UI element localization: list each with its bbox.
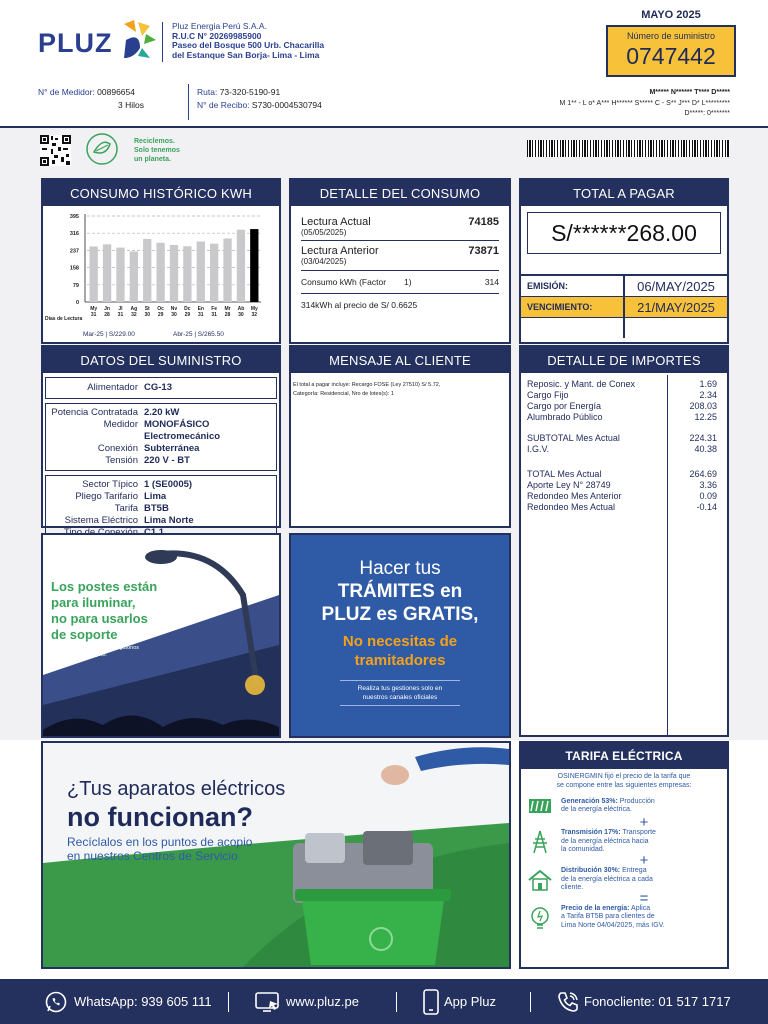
distribution-title: Distribución 30%: [561,867,621,874]
logo-sun-icon [120,18,158,62]
charge-amount: 2.34 [699,390,717,400]
chart-ytick-label: 158 [69,265,79,272]
supply-item-key: Medidor [103,419,138,430]
supply-title: DATOS DEL SUMINISTRO [43,347,279,373]
ad-posts-line-4: de soporte [51,627,118,642]
chart-category-label: My [90,306,98,312]
reading-divider-2 [301,270,499,271]
route-value: 73-320-5190-91 [219,87,281,97]
chart-bar [103,244,111,302]
charge-amount: 40.38 [694,444,717,454]
chart-ytick-label: 316 [69,231,79,238]
footer-divider-1 [228,992,229,1012]
billing-month: MAYO 2025 [641,9,701,21]
energy-price-title: Precio de la energía: [561,904,630,912]
detail-title: DETALLE DEL CONSUMO [291,180,509,206]
logo-text: PLUZ [38,28,113,58]
charge-amount: 264.69 [689,469,717,479]
supply-item-value: 2.20 kW [144,407,180,418]
chart-category-label: Ag [130,306,138,312]
charge-label: SUBTOTAL Mes Actual [527,433,620,443]
whatsapp-text: WhatsApp: 939 605 111 [74,994,212,1009]
chart-days-label: 28 [224,312,231,318]
chart-days-label: 31 [211,312,217,318]
supply-item-value: 1 (SE0005) [144,479,193,490]
chart-category-label: Mr [224,306,231,312]
customer-name: M***** N****** T**** D***** [649,89,730,96]
chart-days-label: 32 [131,312,137,318]
ad-recycle-text [67,777,285,863]
footer-app[interactable] [422,989,496,1015]
chart-ytick-label: 0 [75,300,79,306]
receipt-label: N° de Recibo: [197,100,250,110]
charge-amount: -0.14 [696,502,717,512]
supply-group-1 [45,377,277,399]
supply-item-row [46,455,276,467]
chart-days-label: 30 [171,312,177,318]
charge-row [527,401,717,412]
supply-item-row [46,382,276,394]
total-amount: S/******268.00 [527,212,721,254]
supply-item-value: Lima [144,491,167,502]
footer-web[interactable] [254,990,359,1014]
reading-divider-3 [301,293,499,294]
ad-tramites-note-1: Realiza tus gestiones solo en [357,685,443,692]
charge-label: TOTAL Mes Actual [527,469,602,479]
chart-bar [90,246,98,302]
chart-bar [250,229,258,302]
supply-item-key [46,431,144,443]
ad-tramites-line-1: Hacer tus [359,558,441,579]
charges-panel [519,345,729,737]
web-icon [254,990,282,1014]
message-line-1: El total a pagar incluye: Recargo FOSE (Ley 27510) S/ 5.72, [293,382,441,388]
due-label: VENCIMIENTO: [521,297,625,317]
supply-item-value: Electromecánico [144,431,221,442]
chart-bar [197,241,205,302]
charge-row [527,444,717,455]
price-text: 314kWh al precio de S/ 0.6625 [301,300,418,310]
supply-item-value: CG-13 [144,382,172,393]
supply-panel [41,345,281,528]
footer-bar [0,979,768,1024]
transmission-tower-icon [527,829,553,855]
chart-category-label: Jn [104,306,110,312]
transmission-text-3: la comunidad. [561,846,605,854]
company-name: Pluz Energia Perú S.A.A. [172,21,267,31]
recycle-line-3: un planeta. [134,156,171,163]
supply-item-key: Sector Típico [82,479,138,490]
transmission-title: Transmisión 17%: [561,829,621,837]
total-gap [521,254,727,276]
chart-bar [183,246,191,302]
chart-days-label: 29 [157,312,164,318]
logo [38,18,158,62]
chart-bar [143,239,151,302]
meter-value: 00896654 [97,87,135,97]
company-ruc: R.U.C N° 20269985900 [172,30,262,41]
ad-recycle-line-2: no funcionan? [67,802,253,832]
ad-recycle-line-1: ¿Tus aparatos eléctricos [67,778,286,800]
tariff-intro-1: OSINERGMIN fijó el precio de la tarifa que [557,773,691,780]
qr-code-icon [40,135,71,166]
footer-divider-3 [530,992,531,1012]
chart-bar [116,248,124,302]
recycle-line-1: Reciclemos. [134,138,175,145]
chart-days-label: 28 [104,312,110,318]
company-address-1: Paseo del Bosque 500 Urb. Chacarilla [172,40,325,50]
previous-reading-label: Lectura Anterior [301,245,379,257]
plus-1: + [639,814,649,831]
generation-icon [527,795,553,817]
chart-category-label: Dc [184,306,191,312]
supply-item-row [46,419,276,431]
generation-text-1: Producción [619,797,655,805]
charge-row [527,480,717,491]
charge-amount: 224.31 [689,433,717,443]
company-address-2: del Estanque San Borja- Lima - Lima [172,49,320,60]
customer-address-2: D*****: 0******* [684,110,730,117]
ad-tramites-banner [289,533,511,738]
supply-number: 0747442 [626,43,716,69]
customer-address-1: M 1** - L o* A*** H****** S***** C - S** J*** D* L********* [559,99,730,107]
chart-bar [237,230,245,302]
supply-item-row [46,479,276,491]
current-reading-value: 74185 [468,216,499,228]
supply-item-key: Tensión [105,455,138,466]
ad-tramites-line-5: tramitadores [354,652,446,669]
supply-item-value: 220 V - BT [144,455,190,466]
supply-group-2 [45,403,277,471]
supply-number-box [606,25,736,77]
wires-value: 3 Hilos [118,100,144,110]
current-reading-label: Lectura Actual [301,216,371,228]
meter-label: N° de Medidor: [38,87,95,97]
emission-label: EMISIÓN: [521,276,625,296]
history-title: CONSUMO HISTÓRICO KWH [43,180,279,206]
footer-whatsapp[interactable] [44,990,212,1014]
charge-amount: 0.09 [699,491,717,501]
history-footer-right: Abr-25 | S/265.50 [173,331,224,338]
supply-item-key: Alimentador [87,382,138,393]
chart-days-label: 31 [117,312,124,318]
ad-posts-text [51,579,157,659]
distribution-text-3: cliente. [561,884,584,891]
previous-reading-value: 73871 [468,245,499,257]
charge-row [527,502,717,513]
ad-recycle-banner [41,741,511,969]
supply-item-row [46,443,276,455]
supply-item-row [46,515,276,527]
whatsapp-icon [44,990,68,1014]
due-date: 21/MAY/2025 [637,299,715,315]
supply-item-key: Potencia Contratada [51,407,138,418]
ad-tramites-line-4: No necesitas de [342,633,458,650]
supply-item-key: Tarifa [114,503,138,514]
charge-label: Aporte Ley N° 28749 [527,480,611,490]
web-text: www.pluz.pe [286,994,359,1009]
supply-item-row [46,407,276,419]
kwh-label: Consumo kWh (Factor [301,277,387,287]
energy-price-text-1: Aplica [631,904,651,912]
tariff-intro-2: se compone entre las siguientes empresas: [556,781,692,789]
supply-item-value: Lima Norte [144,515,194,526]
chart-bar [210,244,218,302]
recycle-message [134,137,180,164]
app-text: App Pluz [444,994,497,1009]
chart-ytick-label: 395 [69,214,79,220]
current-reading-date: (05/05/2025) [301,228,347,237]
charge-label: Redondeo Mes Actual [527,502,616,512]
chart-category-label: Oc [157,306,164,312]
charge-label: Alumbrado Público [527,412,603,422]
kwh-factor: 1) [404,277,412,287]
supply-number-label: Número de suministro [626,31,716,41]
meter-divider [188,84,189,120]
ad-recycle-line-3: Recíclalos en los puntos de acopio [67,835,253,849]
charges-column-divider [667,375,668,735]
barcode [527,140,730,157]
charge-label: Redondeo Mes Anterior [527,491,622,501]
charge-row [527,433,717,444]
chart-category-label: Nv [170,306,178,312]
generation-title: Generación 53%: [561,797,618,805]
chart-axis-caption: Días de Lectura [45,316,83,322]
chart-ytick-label: 79 [72,282,79,289]
supply-item-row [46,431,276,443]
transmission-text-1: Transporte [622,829,656,837]
charge-amount: 208.03 [689,401,717,411]
customer-info [559,88,730,120]
charge-row [527,412,717,423]
chart-category-label: Jl [118,306,123,312]
chart-days-label: 32 [251,312,258,318]
supply-item-key: Conexión [97,443,138,454]
chart-bar [130,251,138,302]
recycle-icon [84,132,120,166]
charge-amount: 3.36 [699,480,717,490]
chart-days-label: 30 [144,312,151,318]
chart-category-label: St [144,306,150,312]
smartphone-icon [422,989,440,1015]
footer-divider-2 [396,992,397,1012]
ad-posts-line-3: no para usarlos [51,611,148,626]
header-divider [162,22,163,62]
energy-price-text-2: a Tarifa BT5B para clientes de [561,913,655,921]
emission-date: 06/MAY/2025 [637,278,715,294]
chart-days-label: 31 [90,312,97,318]
route-info [197,86,322,112]
plus-2: + [639,852,649,869]
charge-row [527,390,717,401]
total-title: TOTAL A PAGAR [521,180,727,206]
charge-amount: 12.25 [694,412,717,422]
receipt-value: S730-0004530794 [251,100,322,110]
supply-item-value: BT5B [144,503,169,514]
tariff-title: TARIFA ELÉCTRICA [521,743,727,769]
chart-category-label: Fe [211,306,218,312]
charge-amount: 1.69 [699,379,717,389]
chart-days-label: 31 [197,312,204,318]
chart-bar [156,243,164,302]
distribution-text-1: Entrega [622,867,647,874]
chart-ytick-label: 237 [69,248,79,255]
chart-category-label: Ab [237,306,245,312]
lightbulb-icon [527,905,553,931]
meter-info [38,86,144,112]
chart-days-label: 30 [238,312,244,318]
detail-panel [289,178,511,344]
ad-tramites-line-2: TRÁMITES en [337,581,463,602]
history-panel [41,178,281,344]
ad-posts-note-1: No coloques reflectores, megáfonos [51,645,140,651]
charge-label: Cargo Fijo [527,390,569,400]
ad-posts-line-2: para iluminar, [51,595,136,610]
chart-category-label: En [197,306,204,312]
phone-icon [556,990,580,1014]
chart-category-label: My [250,306,258,312]
tariff-panel [519,741,729,969]
supply-item-value: MONOFÁSICO [144,419,210,430]
charge-row [527,491,717,502]
history-footer-left: Mar-25 | S/229.00 [83,331,135,338]
total-panel [519,178,729,344]
history-chart [43,206,279,342]
distribution-text-2: de la energía eléctrica a cada [561,875,653,883]
ad-tramites-line-3: PLUZ es GRATIS, [321,604,479,625]
ad-posts-line-1: Los postes están [51,579,158,594]
house-icon [527,868,553,892]
footer-phone[interactable] [556,990,731,1014]
supply-item-value: Subterránea [144,443,200,454]
charge-label: Reposic. y Mant. de Conex [527,379,636,389]
previous-reading-date: (03/04/2025) [301,257,347,266]
ad-posts-note-2: o cualquier otro objeto. [51,652,107,658]
route-label: Ruta: [197,87,218,97]
charge-label: Cargo por Energía [527,401,602,411]
message-line-2: Categoría: Residencial, Nro de lotes(s): 1 [293,391,394,397]
chart-bar [170,245,178,302]
supply-item-row [46,503,276,515]
charge-row [527,379,717,390]
ad-recycle-line-4: en nuestros Centros de Servicio [67,849,238,863]
charges-title: DETALLE DE IMPORTES [521,347,727,373]
energy-price-text-3: Lima Norte 04/04/2025, más IGV. [561,921,665,929]
generation-text-2: de la energía eléctrica. [561,806,632,813]
supply-item-key: Sistema Eléctrico [64,515,138,526]
recycle-line-2: Solo tenemos [134,147,180,154]
phone-text: Fonocliente: 01 517 1717 [584,994,731,1009]
message-panel [289,345,511,528]
kwh-value: 314 [484,277,499,287]
equals: = [639,889,649,907]
charge-label: I.G.V. [527,444,550,454]
chart-days-label: 29 [184,312,191,318]
company-info [172,22,324,60]
ad-posts-banner [41,533,281,738]
supply-item-row [46,491,276,503]
chart-bar [223,238,231,302]
reading-divider [301,240,499,241]
ad-tramites-note-2: nuestros canales oficiales [362,694,438,701]
transmission-text-2: de la energía eléctrica hacia [561,837,649,845]
message-title: MENSAJE AL CLIENTE [291,347,509,373]
supply-item-key: Pliego Tarifario [75,491,138,502]
charge-row [527,469,717,480]
